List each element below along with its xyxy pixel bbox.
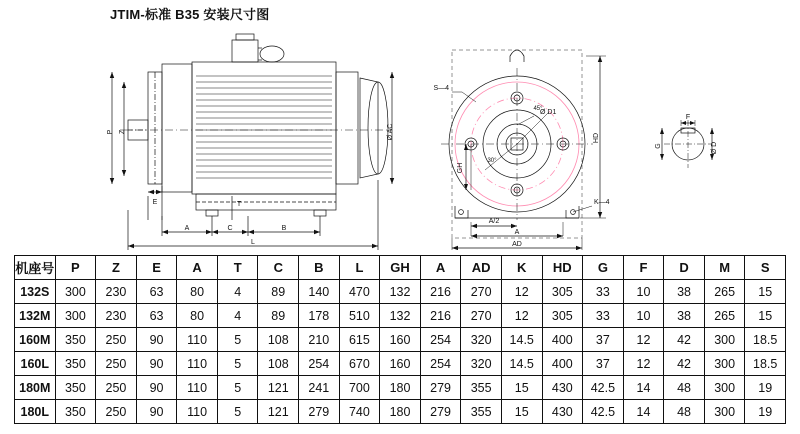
table-cell: 700 (339, 376, 380, 400)
table-cell: 5 (217, 376, 258, 400)
table-cell: 89 (258, 304, 299, 328)
page-title: JTIM-标准 B35 安装尺寸图 (110, 7, 270, 22)
table-cell: 37 (583, 352, 624, 376)
table-cell: 33 (583, 280, 624, 304)
table-cell: 254 (420, 328, 461, 352)
table-header-cell: Z (96, 256, 137, 280)
table-cell: 80 (177, 280, 218, 304)
table-header-cell: T (217, 256, 258, 280)
table-row (15, 304, 786, 328)
table-header-cell: P (55, 256, 96, 280)
table-cell: 42.5 (583, 400, 624, 424)
table-cell: 670 (339, 352, 380, 376)
table-cell: 300 (55, 280, 96, 304)
table-cell: 250 (96, 376, 137, 400)
table-cell: 132 (380, 280, 421, 304)
table-cell: 15 (501, 376, 542, 400)
table-header-cell: B (299, 256, 340, 280)
label-HD: HD (593, 132, 600, 144)
table-cell: 400 (542, 328, 583, 352)
table-cell: 19 (745, 376, 786, 400)
table-cell: 12 (501, 280, 542, 304)
table-cell: 132 (380, 304, 421, 328)
label-E: E (152, 199, 158, 206)
table-cell: 110 (177, 400, 218, 424)
label-B: B (281, 225, 287, 232)
dimension-table (14, 255, 786, 424)
table-cell: 350 (55, 400, 96, 424)
table-header-cell: K (501, 256, 542, 280)
label-F: F (685, 114, 691, 121)
table-cell: 355 (461, 376, 502, 400)
table-cell: 241 (299, 376, 340, 400)
table-cell: 279 (420, 400, 461, 424)
table-cell: 300 (704, 352, 745, 376)
table-row (15, 376, 786, 400)
table-cell: 89 (258, 280, 299, 304)
table-cell: 12 (623, 328, 664, 352)
label-L: L (251, 239, 255, 246)
table-cell: 15 (501, 400, 542, 424)
table-header-cell: L (339, 256, 380, 280)
table-header-row (15, 256, 786, 280)
table-cell: 4 (217, 280, 258, 304)
table-cell: 300 (704, 400, 745, 424)
table-cell: 63 (136, 304, 177, 328)
table-cell: 14.5 (501, 328, 542, 352)
label-GH: GH (457, 162, 464, 174)
table-cell: 90 (136, 328, 177, 352)
table-cell: 18.5 (745, 328, 786, 352)
table-cell: 250 (96, 400, 137, 424)
table-cell: 265 (704, 280, 745, 304)
label-A-front: A (514, 229, 520, 236)
label-AD: AD (512, 241, 522, 248)
table-cell: 48 (664, 400, 705, 424)
table-header-cell: A (420, 256, 461, 280)
table-cell: 110 (177, 376, 218, 400)
table-header-cell: 机座号 (15, 256, 56, 280)
table-cell: 108 (258, 328, 299, 352)
table-cell: 265 (704, 304, 745, 328)
label-AC: Ø AC (387, 123, 394, 141)
table-cell: 230 (96, 280, 137, 304)
table-cell: 10 (623, 280, 664, 304)
table-header-cell: GH (380, 256, 421, 280)
label-30deg: 30° (487, 158, 497, 164)
table-cell: 300 (55, 304, 96, 328)
table-cell: 160 (380, 352, 421, 376)
table-cell: 350 (55, 376, 96, 400)
table-cell: 254 (299, 352, 340, 376)
table-cell: 38 (664, 304, 705, 328)
table-header-cell: C (258, 256, 299, 280)
motor-dimension-drawing (0, 20, 800, 250)
table-header-cell: AD (461, 256, 502, 280)
table-cell: 320 (461, 328, 502, 352)
table-cell: 180 (380, 400, 421, 424)
table-cell: 180 (380, 376, 421, 400)
table-cell: 42 (664, 352, 705, 376)
label-A: A (184, 225, 190, 232)
table-cell: 15 (745, 304, 786, 328)
label-45deg: 45° (533, 106, 543, 112)
table-cell: 42.5 (583, 376, 624, 400)
table-cell: 37 (583, 328, 624, 352)
table-cell: 279 (299, 400, 340, 424)
table-cell: 5 (217, 352, 258, 376)
table-cell: 254 (420, 352, 461, 376)
table-cell: 14.5 (501, 352, 542, 376)
table-cell: 430 (542, 400, 583, 424)
table-cell: 132M (15, 304, 56, 328)
table-cell: 160M (15, 328, 56, 352)
table-cell: 300 (704, 328, 745, 352)
table-cell: 10 (623, 304, 664, 328)
table-cell: 279 (420, 376, 461, 400)
table-cell: 12 (501, 304, 542, 328)
table-cell: 740 (339, 400, 380, 424)
table-cell: 90 (136, 376, 177, 400)
label-S4: S—4 (433, 85, 449, 92)
table-cell: 4 (217, 304, 258, 328)
table-cell: 15 (745, 280, 786, 304)
table-cell: 108 (258, 352, 299, 376)
table-row (15, 352, 786, 376)
table-row (15, 328, 786, 352)
table-cell: 300 (704, 376, 745, 400)
table-cell: 14 (623, 400, 664, 424)
table-cell: 230 (96, 304, 137, 328)
table-cell: 400 (542, 352, 583, 376)
table-cell: 19 (745, 400, 786, 424)
table-cell: 430 (542, 376, 583, 400)
table-cell: 615 (339, 328, 380, 352)
table-cell: 178 (299, 304, 340, 328)
table-row (15, 280, 786, 304)
label-T: T (236, 201, 242, 208)
table-cell: 63 (136, 280, 177, 304)
table-cell: 132S (15, 280, 56, 304)
table-cell: 210 (299, 328, 340, 352)
table-cell: 305 (542, 280, 583, 304)
table-cell: 470 (339, 280, 380, 304)
table-cell: 12 (623, 352, 664, 376)
table-cell: 216 (420, 304, 461, 328)
technical-drawing (0, 20, 800, 250)
table-cell: 110 (177, 328, 218, 352)
table-cell: 90 (136, 352, 177, 376)
label-D: Ø D (711, 141, 718, 155)
table-cell: 320 (461, 352, 502, 376)
table-cell: 216 (420, 280, 461, 304)
table-cell: 180M (15, 376, 56, 400)
table-cell: 160 (380, 328, 421, 352)
table-cell: 5 (217, 400, 258, 424)
label-G: G (655, 143, 662, 149)
table-cell: 33 (583, 304, 624, 328)
table-row (15, 400, 786, 424)
table-cell: 42 (664, 328, 705, 352)
table-header-cell: E (136, 256, 177, 280)
table-cell: 270 (461, 280, 502, 304)
table-cell: 350 (55, 328, 96, 352)
table-cell: 14 (623, 376, 664, 400)
table-header-cell: F (623, 256, 664, 280)
table-cell: 250 (96, 352, 137, 376)
label-D1: Ø D1 (540, 109, 557, 116)
table-header-cell: M (704, 256, 745, 280)
table-cell: 110 (177, 352, 218, 376)
table-cell: 250 (96, 328, 137, 352)
table-cell: 140 (299, 280, 340, 304)
label-P: P (107, 129, 114, 135)
table-cell: 80 (177, 304, 218, 328)
table-cell: 18.5 (745, 352, 786, 376)
table-header-cell: D (664, 256, 705, 280)
table-cell: 48 (664, 376, 705, 400)
table-cell: 510 (339, 304, 380, 328)
table-cell: 305 (542, 304, 583, 328)
label-C: C (227, 225, 233, 232)
label-Z: Z (119, 129, 126, 135)
table-cell: 350 (55, 352, 96, 376)
table-header-cell: HD (542, 256, 583, 280)
table-cell: 180L (15, 400, 56, 424)
label-A-half: A/2 (488, 218, 500, 225)
table-header-cell: S (745, 256, 786, 280)
table-cell: 38 (664, 280, 705, 304)
table-cell: 121 (258, 400, 299, 424)
table-cell: 160L (15, 352, 56, 376)
table-cell: 355 (461, 400, 502, 424)
table-cell: 90 (136, 400, 177, 424)
table-cell: 270 (461, 304, 502, 328)
table-cell: 121 (258, 376, 299, 400)
table-header-cell: G (583, 256, 624, 280)
table-cell: 5 (217, 328, 258, 352)
table-header-cell: A (177, 256, 218, 280)
label-K4: K—4 (594, 199, 610, 206)
